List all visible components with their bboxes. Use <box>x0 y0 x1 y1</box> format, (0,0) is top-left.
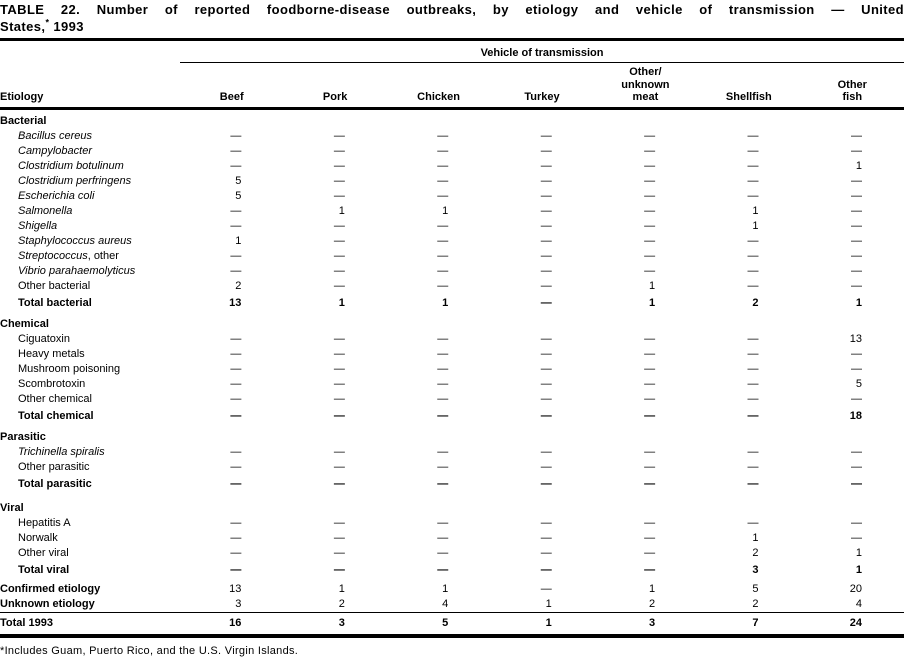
value-cell: — <box>230 362 242 375</box>
value-cell: — <box>747 409 759 422</box>
value-cell: — <box>644 409 656 422</box>
value-cell: 2 <box>648 597 656 610</box>
value-cell: 1 <box>442 582 449 595</box>
value-cell: — <box>230 204 242 217</box>
value-cell: — <box>851 531 862 544</box>
value-cell: — <box>851 516 862 529</box>
value-cell: — <box>644 264 656 277</box>
value-cell: 13 <box>849 332 862 345</box>
value-cell: — <box>230 144 242 157</box>
outbreaks-table <box>0 41 904 638</box>
value-cell: — <box>644 531 656 544</box>
value-cell: — <box>540 129 552 142</box>
value-cell: — <box>437 279 449 292</box>
value-cell: — <box>540 332 552 345</box>
value-cell: — <box>333 409 345 422</box>
value-cell: — <box>540 144 552 157</box>
value-cell: — <box>437 392 449 405</box>
column-header-pork: Pork <box>283 63 386 108</box>
value-cell: 1 <box>855 546 862 559</box>
value-cell: — <box>540 409 552 422</box>
value-cell: — <box>747 249 759 262</box>
value-cell: — <box>747 332 759 345</box>
table-row <box>0 204 904 219</box>
value-cell: — <box>437 377 449 390</box>
table-row <box>0 516 904 531</box>
value-cell: — <box>644 362 656 375</box>
row-label-italic: Escherichia coli <box>18 189 95 202</box>
value-cell: 1 <box>490 612 593 636</box>
value-cell: — <box>644 546 656 559</box>
value-cell: — <box>747 377 759 390</box>
value-cell: — <box>747 516 759 529</box>
value-cell: — <box>333 189 345 202</box>
row-label-italic: Shigella <box>18 219 58 232</box>
section-header-label: Bacterial <box>0 114 47 127</box>
value-cell: 5 <box>387 612 490 636</box>
column-header-other-fish: Other fish <box>801 63 904 108</box>
row-label <box>0 264 180 279</box>
value-cell: — <box>851 174 862 187</box>
value-cell: 1 <box>442 204 449 217</box>
row-label-italic: Salmonella <box>18 204 73 217</box>
value-cell: — <box>437 516 449 529</box>
grand-total-label: Total 1993 <box>0 612 180 636</box>
value-cell: — <box>747 279 759 292</box>
value-cell: — <box>540 264 552 277</box>
value-cell: — <box>333 219 345 232</box>
column-header-row <box>0 63 904 108</box>
value-cell: — <box>644 377 656 390</box>
table-row <box>0 377 904 392</box>
total-row <box>0 475 904 492</box>
table-row <box>0 174 904 189</box>
value-cell: — <box>333 234 345 247</box>
value-cell: — <box>644 204 656 217</box>
value-cell: — <box>333 477 345 490</box>
value-cell: — <box>747 144 759 157</box>
table-row <box>0 144 904 159</box>
value-cell: — <box>333 460 345 473</box>
row-label: Other parasitic <box>18 460 90 473</box>
value-cell: 1 <box>648 279 656 292</box>
value-cell: — <box>747 392 759 405</box>
value-cell: 3 <box>283 612 386 636</box>
value-cell: — <box>540 460 552 473</box>
summary-row <box>0 578 904 597</box>
row-label: Norwalk <box>18 531 58 544</box>
column-header-shellfish: Shellfish <box>697 63 800 108</box>
value-cell: — <box>230 546 242 559</box>
row-label <box>0 144 180 159</box>
value-cell: — <box>540 279 552 292</box>
value-cell: 1 <box>855 563 862 576</box>
summary-row <box>0 597 904 613</box>
row-label: Other chemical <box>18 392 92 405</box>
value-cell: — <box>540 546 552 559</box>
value-cell: — <box>230 445 242 458</box>
value-cell: 1 <box>338 296 345 309</box>
value-cell: — <box>851 477 862 490</box>
value-cell: 7 <box>697 612 800 636</box>
row-label-italic: Vibrio parahaemolyticus <box>18 264 136 277</box>
value-cell: — <box>333 144 345 157</box>
summary-row-label: Unknown etiology <box>0 597 95 610</box>
table-row <box>0 460 904 475</box>
page-title <box>0 0 904 35</box>
value-cell: — <box>851 249 862 262</box>
row-label-italic: Bacillus cereus <box>18 129 92 142</box>
value-cell: — <box>437 460 449 473</box>
value-cell: — <box>437 563 449 576</box>
table-row <box>0 219 904 234</box>
summary-row-label: Confirmed etiology <box>0 582 101 595</box>
value-cell: — <box>333 129 345 142</box>
value-cell: — <box>437 347 449 360</box>
row-label <box>0 234 180 249</box>
value-cell: — <box>437 129 449 142</box>
table-row <box>0 445 904 460</box>
table-row <box>0 531 904 546</box>
value-cell: — <box>644 460 656 473</box>
value-cell: 24 <box>801 612 904 636</box>
value-cell: — <box>644 563 656 576</box>
spanner-row <box>0 41 904 63</box>
value-cell: — <box>230 264 242 277</box>
table-row <box>0 362 904 377</box>
value-cell: — <box>747 174 759 187</box>
value-cell: 1 <box>338 582 345 595</box>
column-header-turkey: Turkey <box>490 63 593 108</box>
value-cell: 1 <box>752 219 759 232</box>
value-cell: — <box>540 234 552 247</box>
value-cell: — <box>540 204 552 217</box>
value-cell: 18 <box>849 409 862 422</box>
value-cell: — <box>851 189 862 202</box>
value-cell: 1 <box>545 597 552 610</box>
value-cell: — <box>540 249 552 262</box>
value-cell: — <box>437 144 449 157</box>
value-cell: — <box>747 460 759 473</box>
value-cell: — <box>644 477 656 490</box>
value-cell: — <box>437 219 449 232</box>
section-header-row <box>0 424 904 445</box>
value-cell: — <box>333 563 345 576</box>
value-cell: 5 <box>235 174 242 187</box>
value-cell: 13 <box>229 582 242 595</box>
value-cell: 1 <box>855 159 862 172</box>
value-cell: — <box>851 392 862 405</box>
row-label: Hepatitis A <box>18 516 71 529</box>
table-row <box>0 332 904 347</box>
value-cell: — <box>644 249 656 262</box>
value-cell: — <box>437 264 449 277</box>
value-cell: 1 <box>235 234 242 247</box>
row-label: Other bacterial <box>18 279 91 292</box>
value-cell: — <box>540 159 552 172</box>
value-cell: 5 <box>752 582 759 595</box>
row-label: Total bacterial <box>18 296 92 309</box>
value-cell: — <box>540 477 552 490</box>
value-cell: — <box>437 477 449 490</box>
value-cell: — <box>851 204 862 217</box>
value-cell: — <box>747 347 759 360</box>
footnote-marker: * <box>45 17 50 28</box>
value-cell: — <box>540 392 552 405</box>
table-row <box>0 189 904 204</box>
value-cell: — <box>540 174 552 187</box>
row-label: Other viral <box>18 546 69 559</box>
value-cell: 1 <box>855 296 862 309</box>
footnote: *Includes Guam, Puerto Rico, and the U.S. Virgin Islands. <box>0 644 299 657</box>
total-row <box>0 407 904 424</box>
value-cell: — <box>851 445 862 458</box>
row-label: Mushroom poisoning <box>18 362 121 375</box>
value-cell: — <box>333 159 345 172</box>
column-header-chicken: Chicken <box>387 63 490 108</box>
value-cell: — <box>333 445 345 458</box>
total-row <box>0 294 904 311</box>
value-cell: — <box>230 477 242 490</box>
value-cell: — <box>644 347 656 360</box>
value-cell: 3 <box>752 563 759 576</box>
section-header-row <box>0 108 904 129</box>
value-cell: 2 <box>752 597 759 610</box>
value-cell: — <box>747 362 759 375</box>
value-cell: 13 <box>229 296 242 309</box>
row-label-italic: Streptococcus <box>18 249 88 262</box>
value-cell: 3 <box>594 612 697 636</box>
grand-total-row <box>0 612 904 636</box>
value-cell: 1 <box>338 204 345 217</box>
value-cell: 1 <box>752 204 759 217</box>
value-cell: — <box>851 219 862 232</box>
value-cell: — <box>644 516 656 529</box>
value-cell: — <box>230 159 242 172</box>
value-cell: 3 <box>235 597 242 610</box>
value-cell: — <box>540 296 552 309</box>
value-cell: — <box>747 129 759 142</box>
row-label <box>0 204 180 219</box>
value-cell: — <box>230 531 242 544</box>
value-cell: — <box>540 445 552 458</box>
value-cell: 4 <box>855 597 862 610</box>
value-cell: — <box>230 563 242 576</box>
value-cell: — <box>747 189 759 202</box>
value-cell: — <box>747 477 759 490</box>
section-header-row <box>0 492 904 516</box>
value-cell: — <box>437 249 449 262</box>
value-cell: — <box>333 174 345 187</box>
value-cell: — <box>747 445 759 458</box>
column-header-other-unknown-meat: Other/ unknown meat <box>594 63 697 108</box>
value-cell: — <box>540 531 552 544</box>
value-cell: — <box>540 377 552 390</box>
row-label-italic: Campylobacter <box>18 144 92 157</box>
value-cell: — <box>437 332 449 345</box>
value-cell: — <box>644 392 656 405</box>
value-cell: — <box>230 332 242 345</box>
column-header-etiology: Etiology <box>0 63 180 108</box>
table-row <box>0 129 904 144</box>
value-cell: — <box>851 234 862 247</box>
value-cell: — <box>644 174 656 187</box>
value-cell: — <box>747 234 759 247</box>
row-label <box>0 219 180 234</box>
value-cell: — <box>437 362 449 375</box>
row-label: Total chemical <box>18 409 94 422</box>
total-row <box>0 561 904 578</box>
value-cell: — <box>851 460 862 473</box>
value-cell: — <box>437 189 449 202</box>
value-cell: — <box>333 249 345 262</box>
value-cell: — <box>644 234 656 247</box>
row-label <box>0 445 180 460</box>
value-cell: — <box>333 392 345 405</box>
row-label <box>0 159 180 174</box>
table-row <box>0 234 904 249</box>
table-row <box>0 264 904 279</box>
value-cell: — <box>437 546 449 559</box>
value-cell: 5 <box>235 189 242 202</box>
value-cell: — <box>333 279 345 292</box>
value-cell: — <box>540 582 552 595</box>
section-header-label: Chemical <box>0 317 49 330</box>
column-header-beef: Beef <box>180 63 283 108</box>
value-cell: — <box>437 174 449 187</box>
value-cell: — <box>540 347 552 360</box>
page-title-line1: TABLE 22. Number of reported foodborne-disease outbreaks, by etiology and vehicle of transmission — United <box>0 2 904 17</box>
section-header-label: Parasitic <box>0 430 46 443</box>
value-cell: — <box>333 332 345 345</box>
value-cell: — <box>230 347 242 360</box>
value-cell: — <box>437 409 449 422</box>
value-cell: — <box>437 159 449 172</box>
page-title-line2 <box>0 18 904 35</box>
page-title-year: 1993 <box>49 19 84 34</box>
value-cell: 1 <box>648 296 656 309</box>
value-cell: — <box>851 264 862 277</box>
value-cell: — <box>540 362 552 375</box>
value-cell: 1 <box>648 582 656 595</box>
table-row <box>0 159 904 174</box>
row-label <box>0 189 180 204</box>
row-label: Heavy metals <box>18 347 85 360</box>
value-cell: — <box>540 189 552 202</box>
row-label: Total viral <box>18 563 70 576</box>
row-label-italic: Trichinella spiralis <box>18 445 105 458</box>
value-cell: — <box>644 219 656 232</box>
value-cell: 20 <box>849 582 862 595</box>
value-cell: — <box>644 129 656 142</box>
value-cell: — <box>851 347 862 360</box>
value-cell: — <box>333 347 345 360</box>
row-label <box>0 129 180 144</box>
value-cell: — <box>230 460 242 473</box>
spanner-spacer <box>0 41 180 63</box>
value-cell: 2 <box>752 546 759 559</box>
row-label-italic: Clostridium perfringens <box>18 174 132 187</box>
value-cell: 1 <box>752 531 759 544</box>
value-cell: — <box>333 516 345 529</box>
value-cell: 1 <box>442 296 449 309</box>
row-label: Total parasitic <box>18 477 92 490</box>
row-label-italic: Clostridium botulinum <box>18 159 124 172</box>
value-cell: — <box>644 189 656 202</box>
table-row <box>0 546 904 561</box>
value-cell: — <box>333 377 345 390</box>
page-title-line2-text: States, <box>0 19 46 34</box>
value-cell: — <box>333 264 345 277</box>
value-cell: — <box>644 144 656 157</box>
row-label <box>0 174 180 189</box>
value-cell: — <box>747 264 759 277</box>
value-cell: 4 <box>442 597 449 610</box>
value-cell: — <box>333 531 345 544</box>
row-label: Scombrotoxin <box>18 377 86 390</box>
value-cell: — <box>540 563 552 576</box>
value-cell: 2 <box>338 597 345 610</box>
section-header-row <box>0 311 904 332</box>
spanner-label: Vehicle of transmission <box>180 47 904 63</box>
value-cell: — <box>437 531 449 544</box>
value-cell: 2 <box>235 279 242 292</box>
value-cell: — <box>333 546 345 559</box>
value-cell: 2 <box>752 296 759 309</box>
value-cell: 5 <box>855 377 862 390</box>
value-cell: — <box>230 516 242 529</box>
value-cell: — <box>230 409 242 422</box>
spanner-cell <box>180 41 904 63</box>
table-row <box>0 249 904 264</box>
value-cell: — <box>230 219 242 232</box>
value-cell: — <box>851 279 862 292</box>
value-cell: — <box>851 362 862 375</box>
value-cell: — <box>540 219 552 232</box>
value-cell: — <box>230 377 242 390</box>
row-label: Ciguatoxin <box>18 332 70 345</box>
value-cell: — <box>437 445 449 458</box>
table-row <box>0 392 904 407</box>
value-cell: — <box>851 129 862 142</box>
value-cell: — <box>230 392 242 405</box>
value-cell: — <box>747 159 759 172</box>
table-row <box>0 279 904 294</box>
value-cell: — <box>851 144 862 157</box>
value-cell: — <box>437 234 449 247</box>
row-label-italic: Staphylococcus aureus <box>18 234 132 247</box>
value-cell: — <box>540 516 552 529</box>
section-header-label: Viral <box>0 501 24 514</box>
table-row <box>0 347 904 362</box>
value-cell: — <box>230 129 242 142</box>
value-cell: — <box>644 445 656 458</box>
row-label: Streptococcus, other <box>18 249 119 262</box>
value-cell: — <box>333 362 345 375</box>
value-cell: — <box>644 332 656 345</box>
value-cell: 16 <box>180 612 283 636</box>
value-cell: — <box>644 159 656 172</box>
value-cell: — <box>230 249 242 262</box>
